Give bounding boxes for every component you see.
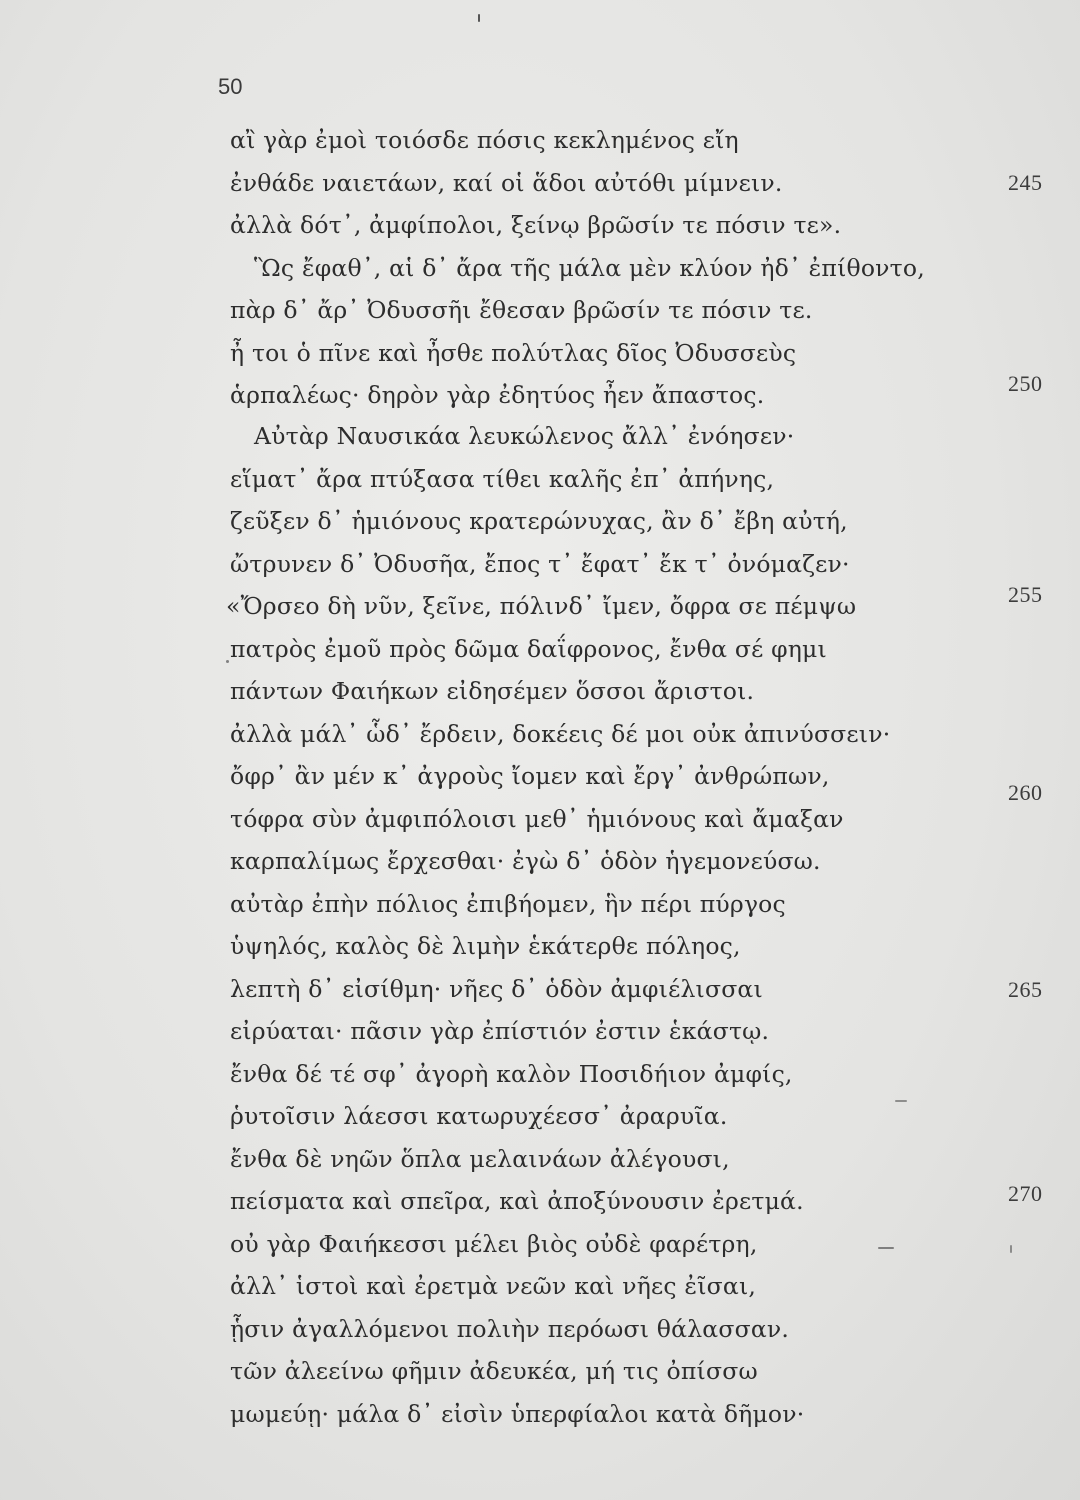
paper-mark (478, 14, 480, 22)
verse-line (254, 250, 1074, 286)
verse-text: εἵματ᾽ ἄρα πτύξασα τίθει καλῆς ἐπ᾽ ἀπήνης, (230, 465, 775, 493)
verse-line (230, 292, 1050, 328)
verse-text: τόφρα σὺν ἀμφιπόλοισι μεθ᾽ ἡμιόνους καὶ ἄμαξαν (230, 805, 844, 833)
verse-text: αἲ γὰρ ἐμοὶ τοιόσδε πόσις κεκλημένος εἴη (230, 126, 739, 154)
verse-line (230, 122, 1050, 158)
verse-text: ῥυτοῖσιν λάεσσι κατωρυχέεσσ᾽ ἀραρυῖα. (230, 1102, 728, 1130)
verse-text: μωμεύῃ· μάλα δ᾽ εἰσὶν ὑπερφίαλοι κατὰ δῆμον· (230, 1400, 805, 1428)
verse-line (230, 716, 1050, 752)
verse-line (230, 503, 1050, 539)
verse-line (230, 165, 1050, 201)
verse-text: ἀλλὰ μάλ᾽ ὧδ᾽ ἔρδειν, δοκέεις δέ μοι οὐκ ἀπινύσσειν· (230, 720, 891, 748)
verse-line (230, 886, 1050, 922)
verse-line (230, 1056, 1050, 1092)
verse-line (230, 1183, 1050, 1219)
verse-text: ἁρπαλέως· δηρὸν γὰρ ἐδητύος ἦεν ἄπαστος. (230, 381, 765, 409)
line-number: 255 (1008, 582, 1043, 607)
verse-text: πὰρ δ᾽ ἄρ᾽ Ὀδυσσῆι ἔθεσαν βρῶσίν τε πόσιν τε. (230, 296, 813, 324)
verse-text: τῶν ἀλεείνω φῆμιν ἀδευκέα, μή τις ὀπίσσω (230, 1357, 758, 1385)
verse-text: ἀλλὰ δότ᾽, ἀμφίπολοι, ξείνῳ βρῶσίν τε πόσιν τε». (230, 211, 842, 239)
verse-line (230, 971, 1050, 1007)
verse-text: ἀλλ᾽ ἱστοὶ καὶ ἐρετμὰ νεῶν καὶ νῆες ἐῖσαι, (230, 1272, 757, 1300)
verse-text: «Ὄρσεο δὴ νῦν, ξεῖνε, πόλινδ᾽ ἴμεν, ὄφρα σε πέμψω (226, 592, 857, 620)
paper-mark (226, 660, 229, 663)
verse-text: λεπτὴ δ᾽ εἰσίθμη· νῆες δ᾽ ὁδὸν ἀμφιέλισσαι (230, 975, 763, 1003)
verse-line (230, 1311, 1050, 1347)
verse-line (230, 801, 1050, 837)
verse-text: εἰρύαται· πᾶσιν γὰρ ἐπίστιόν ἐστιν ἑκάστῳ. (230, 1017, 770, 1045)
verse-text: ὤτρυνεν δ᾽ Ὀδυσῆα, ἔπος τ᾽ ἔφατ᾽ ἔκ τ᾽ ὀνόμαζεν· (230, 550, 850, 578)
verse-line (230, 928, 1050, 964)
verse-text: ἦ τοι ὁ πῖνε καὶ ἦσθε πολύτλας δῖος Ὀδυσσεὺς (230, 339, 797, 367)
verse-line (230, 335, 1050, 371)
verse-text: πάντων Φαιήκων εἰδησέμεν ὅσσοι ἄριστοι. (230, 677, 755, 705)
verse-line (254, 418, 1074, 454)
line-number: 245 (1008, 170, 1043, 195)
verse-line (230, 1013, 1050, 1049)
verse-line (226, 588, 1046, 624)
verse-text: Ὣς ἔφαθ᾽, αἱ δ᾽ ἄρα τῆς μάλα μὲν κλύον ἠδ᾽ ἐπίθοντο, (254, 254, 925, 282)
verse-text: ἔνθα δὲ νηῶν ὅπλα μελαινάων ἀλέγουσι, (230, 1145, 730, 1173)
verse-line (230, 546, 1050, 582)
verse-text: ὄφρ᾽ ἂν μέν κ᾽ ἀγροὺς ἴομεν καὶ ἔργ᾽ ἀνθρώπων, (230, 762, 830, 790)
verse-line (230, 1268, 1050, 1304)
paper-mark (895, 1100, 907, 1102)
verse-line (230, 758, 1050, 794)
line-number: 250 (1008, 371, 1043, 396)
verse-line (230, 1098, 1050, 1134)
verse-line (230, 1141, 1050, 1177)
line-number: 270 (1008, 1181, 1043, 1206)
verse-text: ἐνθάδε ναιετάων, καί οἱ ἅδοι αὐτόθι μίμνειν. (230, 169, 783, 197)
verse-text: οὐ γὰρ Φαιήκεσσι μέλει βιὸς οὐδὲ φαρέτρη, (230, 1230, 758, 1258)
paper-mark (878, 1247, 894, 1249)
verse-line (230, 843, 1050, 879)
verse-line (230, 673, 1050, 709)
verse-text: ζεῦξεν δ᾽ ἡμιόνους κρατερώνυχας, ἂν δ᾽ ἔβη αὐτή, (230, 507, 848, 535)
verse-line (230, 377, 1050, 413)
verse-text: ὑψηλός, καλὸς δὲ λιμὴν ἑκάτερθε πόληος, (230, 932, 741, 960)
page-number: 50 (218, 74, 243, 99)
paper-mark (1010, 1245, 1012, 1253)
verse-line (230, 631, 1050, 667)
verse-line (230, 461, 1050, 497)
verse-line (230, 1396, 1050, 1432)
verse-text: ἔνθα δέ τέ σφ᾽ ἀγορὴ καλὸν Ποσιδήιον ἀμφίς, (230, 1060, 793, 1088)
verse-text: πατρὸς ἐμοῦ πρὸς δῶμα δαΐφρονος, ἔνθα σέ φημι (230, 635, 827, 663)
verse-text: ᾗσιν ἀγαλλόμενοι πολιὴν περόωσι θάλασσαν. (230, 1315, 790, 1343)
verse-text: καρπαλίμως ἔρχεσθαι· ἐγὼ δ᾽ ὁδὸν ἡγεμονεύσω. (230, 847, 821, 875)
verse-line (230, 207, 1050, 243)
verse-text: Αὐτὰρ Ναυσικάα λευκώλενος ἄλλ᾽ ἐνόησεν· (254, 422, 795, 450)
verse-text: αὐτὰρ ἐπὴν πόλιος ἐπιβήομεν, ἣν πέρι πύργος (230, 890, 786, 918)
line-number: 260 (1008, 780, 1043, 805)
line-number: 265 (1008, 977, 1043, 1002)
verse-text: πείσματα καὶ σπεῖρα, καὶ ἀποξύνουσιν ἐρετμά. (230, 1187, 804, 1215)
verse-line (230, 1353, 1050, 1389)
verse-line (230, 1226, 1050, 1262)
